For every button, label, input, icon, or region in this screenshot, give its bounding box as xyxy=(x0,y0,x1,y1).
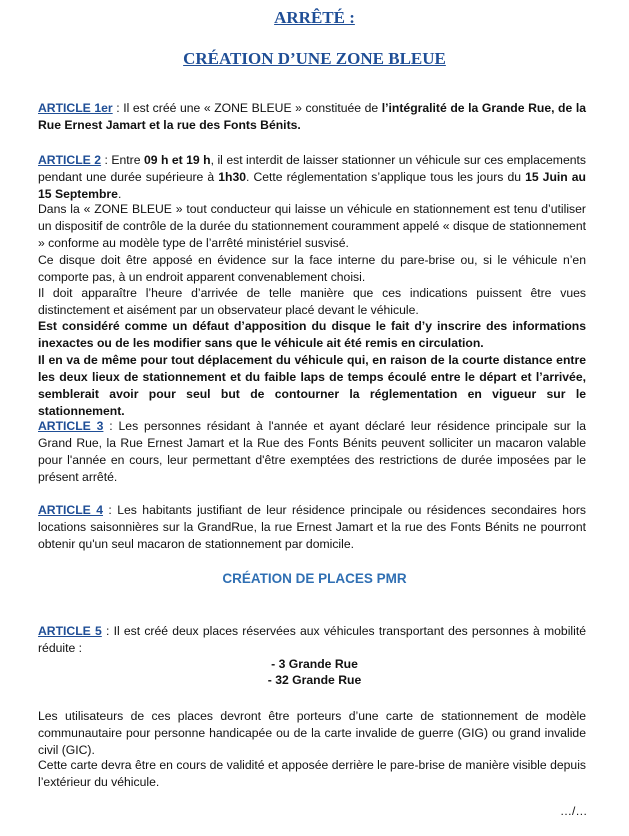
article-2-para-4: Il doit apparaître l’heure d’arrivée de telle manière que ces indications puissent être vues distinctement et aisément par un observateur placé devant le véhicule. xyxy=(38,286,586,317)
article-5-para-3: Cette carte devra être en cours de validité et apposée derrière le pare-brise de manière visible depuis l’extérieur du véhicule. xyxy=(38,758,586,789)
article-4: ARTICLE 4 : Les habitants justifiant de leur résidence principale ou résidences secondaires hors locations saisonnières sur la GrandRue, la rue Ernest Jamart et la rue des Fonts Bénits ne pourront obtenir qu'un seul macaron de stationnement par domicile. xyxy=(38,503,586,551)
page-title: ARRÊTÉ : xyxy=(274,8,355,27)
article-2-para-5: Est considéré comme un défaut d’apposition du disque le fait d’y inscrire des informations inexactes ou de les modifier sans que le véhicule ait été remis en circulation. xyxy=(38,319,586,350)
page-subtitle: CRÉATION D’UNE ZONE BLEUE xyxy=(183,49,446,68)
page-continuation-marker: …/… xyxy=(560,804,588,818)
article-2: ARTICLE 2 : Entre 09 h et 19 h, il est interdit de laisser stationner un véhicule sur ces emplacements pendant une durée supérieure à 1h30. Cette réglementation s’applique tous les jours du 15 Juin au 15 Septembre. xyxy=(38,153,587,201)
section-heading-pmr: CRÉATION DE PLACES PMR xyxy=(222,571,407,586)
article-5: ARTICLE 5 : Il est créé deux places réservées aux véhicules transportant des personnes à mobilité réduite : xyxy=(38,624,586,655)
article-2-para-3: Ce disque doit être apposé en évidence sur la face interne du pare-brise ou, si le véhicule n’en comporte pas, à un endroit apparent convenablement choisi. xyxy=(38,253,586,284)
article-3-label: ARTICLE 3 xyxy=(38,419,104,433)
pmr-place-2: - 32 Grande Rue xyxy=(267,673,362,687)
article-2-para-2: Dans la « ZONE BLEUE » tout conducteur qui laisse un véhicule en stationnement est tenu d’utiliser un dispositif de contrôle de la durée du stationnement couramment appelé « disque de stationnement » conforme au modèle type de l’arrêté ministériel susvisé. xyxy=(38,202,586,250)
article-2-para-6: Il en va de même pour tout déplacement du véhicule qui, en raison de la courte distance entre les deux lieux de stationnement et du faible laps de temps écoulé entre le départ et l’arrivée, semblerait avoir pour seul but de contourner la réglementation en vigueur sur le stationnement. xyxy=(38,353,586,418)
article-1: ARTICLE 1er : Il est créé une « ZONE BLEUE » constituée de l’intégralité de la Grande Rue, de la Rue Ernest Jamart et la rue des Fonts Bénits. xyxy=(38,101,587,132)
pmr-place-1: - 3 Grande Rue xyxy=(271,657,358,671)
article-3: ARTICLE 3 : Les personnes résidant à l'année et ayant déclaré leur résidence principale sur la Grand Rue, la Rue Ernest Jamart et la Rue des Fonts Bénits peuvent solliciter un macaron valable pour l'année en cours, leur permettant d'être exemptées des restrictions de durée imposées par le présent arrêté. xyxy=(38,419,586,484)
article-4-label: ARTICLE 4 xyxy=(38,503,104,517)
article-5-label: ARTICLE 5 xyxy=(38,624,102,638)
article-1-label: ARTICLE 1er xyxy=(38,101,113,115)
article-2-label: ARTICLE 2 xyxy=(38,153,102,167)
article-5-para-2: Les utilisateurs de ces places devront être porteurs d’une carte de stationnement de modèle communautaire pour personne handicapée ou de la carte invalide de guerre (GIG) ou grand invalide civil (GIC). xyxy=(38,709,586,757)
